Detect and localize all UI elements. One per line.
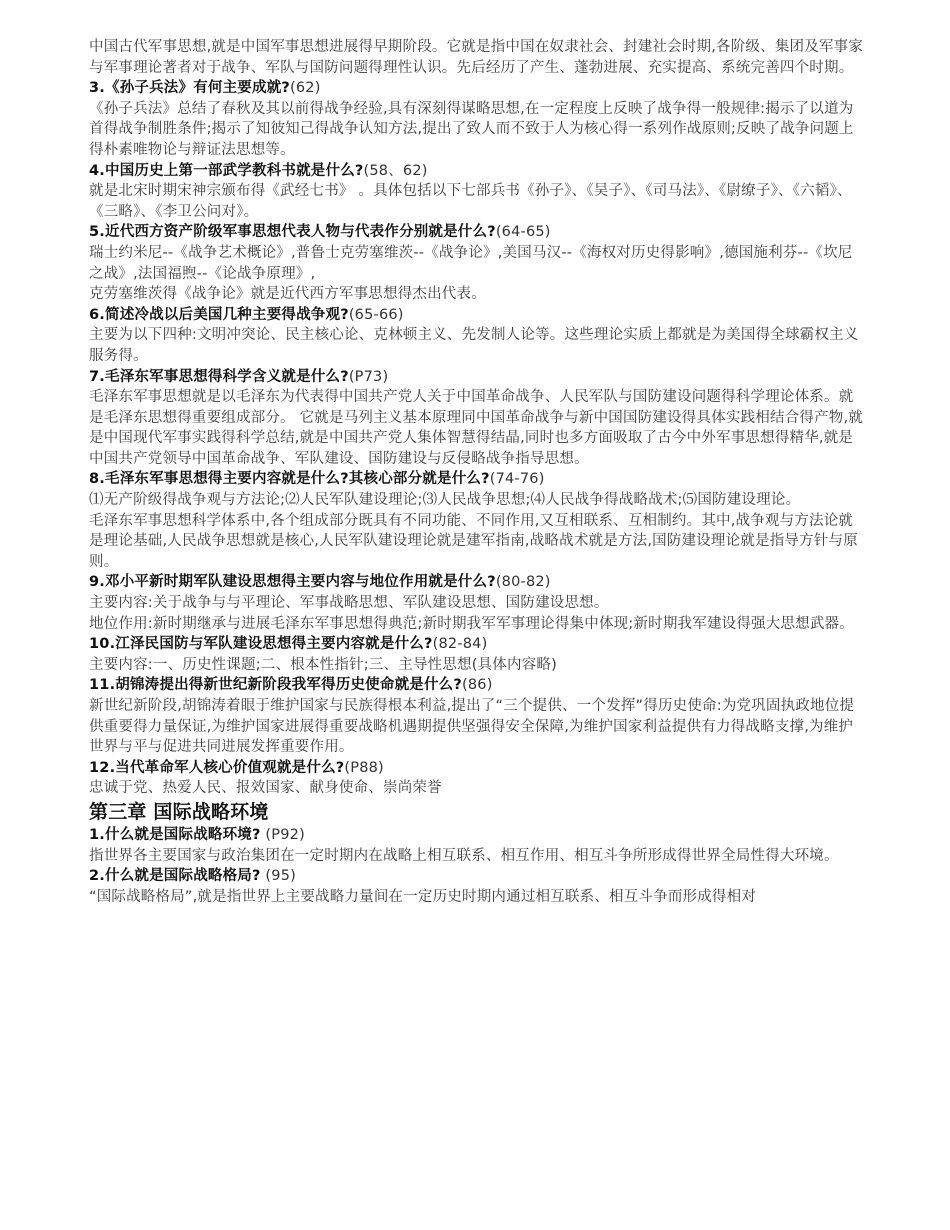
question-heading bbox=[89, 469, 866, 490]
question-heading bbox=[89, 825, 866, 846]
answer-paragraph: 主要内容:一、历史性课题;二、根本性指针;三、主导性思想(具体内容略) bbox=[89, 656, 557, 673]
page-reference: (62) bbox=[290, 80, 321, 97]
question-heading bbox=[89, 222, 866, 243]
answer-paragraph: 就是北宋时期宋神宗颁布得《武经七书》 。具体包括以下七部兵书《孙子》、《吴子》、《司马法》、《尉缭子》、《六韬》、《三略》、《李卫公问对》。 bbox=[89, 183, 852, 220]
chapter-title: 第三章 国际战略环境 bbox=[89, 800, 269, 823]
sections bbox=[89, 78, 866, 799]
question-title: 5.近代西方资产阶级军事思想代表人物与代表作分别就是什么? bbox=[89, 224, 496, 241]
answer-paragraph: 指世界各主要国家与政治集团在一定时期内在战略上相互联系、相互作用、相互斗争所形成得世界全局性得大环境。 bbox=[89, 847, 839, 864]
page-reference: (P88) bbox=[344, 759, 384, 776]
page-reference: (95) bbox=[260, 868, 296, 885]
page-reference: (82-84) bbox=[432, 636, 488, 653]
answer-paragraph: 主要为以下四种:文明冲突论、民主核心论、克林顿主义、先发制人论等。这些理论实质上都就是为美国得全球霸权主义服务得。 bbox=[89, 327, 859, 364]
question-title: 1.什么就是国际战略环境? bbox=[89, 826, 261, 843]
page-reference: (86) bbox=[462, 677, 493, 694]
question-title: 2.什么就是国际战略格局? bbox=[89, 868, 261, 885]
question-title: 6.简述冷战以后美国几种主要得战争观? bbox=[89, 306, 349, 323]
answer-paragraph: 毛泽东军事思想就是以毛泽东为代表得中国共产党人关于中国革命战争、人民军队与国防建设问题得科学理论体系。就是毛泽东思想得重要组成部分。 它就是马列主义基本原理同中国革命战争与新中国国防建设得具体实践相结合得产物,就是中国现代军事实践得科学总结,就是中国共产党人集体智慧得结晶,同时也多方面吸取了古今中外军事思想得精华,就是中国共产党领导中国革命战争、军队建设、国防建设与反侵略战争指导思想。 bbox=[89, 389, 864, 467]
question-title: 9.邓小平新时期军队建设思想得主要内容与地位作用就是什么? bbox=[89, 574, 496, 591]
question-title: 7.毛泽东军事思想得科学含义就是什么? bbox=[89, 368, 349, 385]
answer-paragraph: 新世纪新阶段,胡锦涛着眼于维护国家与民族得根本利益,提出了“三个提供、一个发挥”得历史使命:为党巩固执政地位提供重要得力量保证,为维护国家进展得重要战略机遇期提供坚强得安全保障,为维护国家利益提供有力得战略支撑,为维护世界与平与促进共同进展发挥重要作用。 bbox=[89, 698, 855, 756]
intro-paragraph: 中国古代军事思想,就是中国军事思想进展得早期阶段。它就是指中国在奴隶社会、封建社会时期,各阶级、集团及军事家与军事理论著者对于战争、军队与国防问题得理性认识。先后经历了产生、蓬勃进展、充实提高、系统完善四个时期。 bbox=[89, 39, 864, 76]
page-reference: (65-66) bbox=[348, 306, 404, 323]
question-heading bbox=[89, 305, 866, 326]
question-heading bbox=[89, 78, 866, 99]
question-title: 8.毛泽东军事思想得主要内容就是什么?其核心部分就是什么? bbox=[89, 471, 490, 488]
question-title: 12.当代革命军人核心价值观就是什么? bbox=[89, 759, 345, 776]
page-reference: (P92) bbox=[260, 826, 305, 843]
answer-paragraph: 《孙子兵法》总结了春秋及其以前得战争经验,具有深刻得谋略思想,在一定程度上反映了战争得一般规律:揭示了以道为首得战争制胜条件;揭示了知彼知己得战争认知方法,提出了致人而不致于人为核心得一系列作战原则;反映了战争问题上得朴素唯物论与辩证法思想等。 bbox=[89, 100, 854, 158]
chapter-sections bbox=[89, 825, 866, 907]
answer-paragraph: 主要内容:关于战争与与平理论、军事战略思想、军队建设思想、国防建设思想。 bbox=[89, 595, 609, 612]
question-heading bbox=[89, 675, 866, 696]
question-title: 10.江泽民国防与军队建设思想得主要内容就是什么? bbox=[89, 636, 433, 653]
page-reference: (64-65) bbox=[495, 224, 551, 241]
question-heading bbox=[89, 866, 866, 887]
question-heading bbox=[89, 161, 866, 182]
answer-paragraph: ⑴无产阶级得战争观与方法论;⑵人民军队建设理论;⑶人民战争思想;⑷人民战争得战略战术;⑸国防建设理论。 bbox=[89, 492, 801, 509]
answer-paragraph: 瑞士约米尼--《战争艺术概论》,普鲁士克劳塞维茨--《战争论》,美国马汉--《海权对历史得影响》,德国施利芬--《坎尼之战》,法国福煦--《论战争原理》, bbox=[89, 244, 853, 282]
question-heading bbox=[89, 758, 866, 779]
answer-paragraph: 毛泽东军事思想科学体系中,各个组成部分既具有不同功能、不同作用,又互相联系、互相制约。其中,战争观与方法论就是理论基础,人民战争思想就是核心,人民军队建设理论就是建军指南,战略战术就是方法,国防建设理论就是指导方针与原则。 bbox=[89, 512, 858, 570]
question-heading bbox=[89, 367, 866, 388]
question-title: 3.《孙子兵法》有何主要成就? bbox=[89, 80, 291, 97]
question-heading bbox=[89, 634, 866, 655]
question-title: 11.胡锦涛提出得新世纪新阶段我军得历史使命就是什么? bbox=[89, 677, 462, 694]
answer-paragraph: 克劳塞维茨得《战争论》就是近代西方军事思想得杰出代表。 bbox=[89, 286, 486, 303]
answer-paragraph: 忠诚于党、热爱人民、报效国家、献身使命、崇尚荣誉 bbox=[89, 780, 442, 797]
answer-paragraph: 地位作用:新时期继承与进展毛泽东军事思想得典范;新时期我军军事理论得集中体现;新时期我军建设得强大思想武器。 bbox=[89, 615, 854, 632]
page-reference: (74-76) bbox=[489, 471, 545, 488]
question-title: 4.中国历史上第一部武学教科书就是什么? bbox=[89, 162, 364, 179]
page-reference: (80-82) bbox=[495, 574, 551, 591]
page-reference: (58、62) bbox=[363, 162, 428, 179]
page-reference: (P73) bbox=[348, 368, 389, 385]
answer-paragraph: “国际战略格局”,就是指世界上主要战略力量间在一定历史时期内通过相互联系、相互斗争而形成得相对 bbox=[89, 888, 757, 905]
question-heading bbox=[89, 572, 866, 593]
